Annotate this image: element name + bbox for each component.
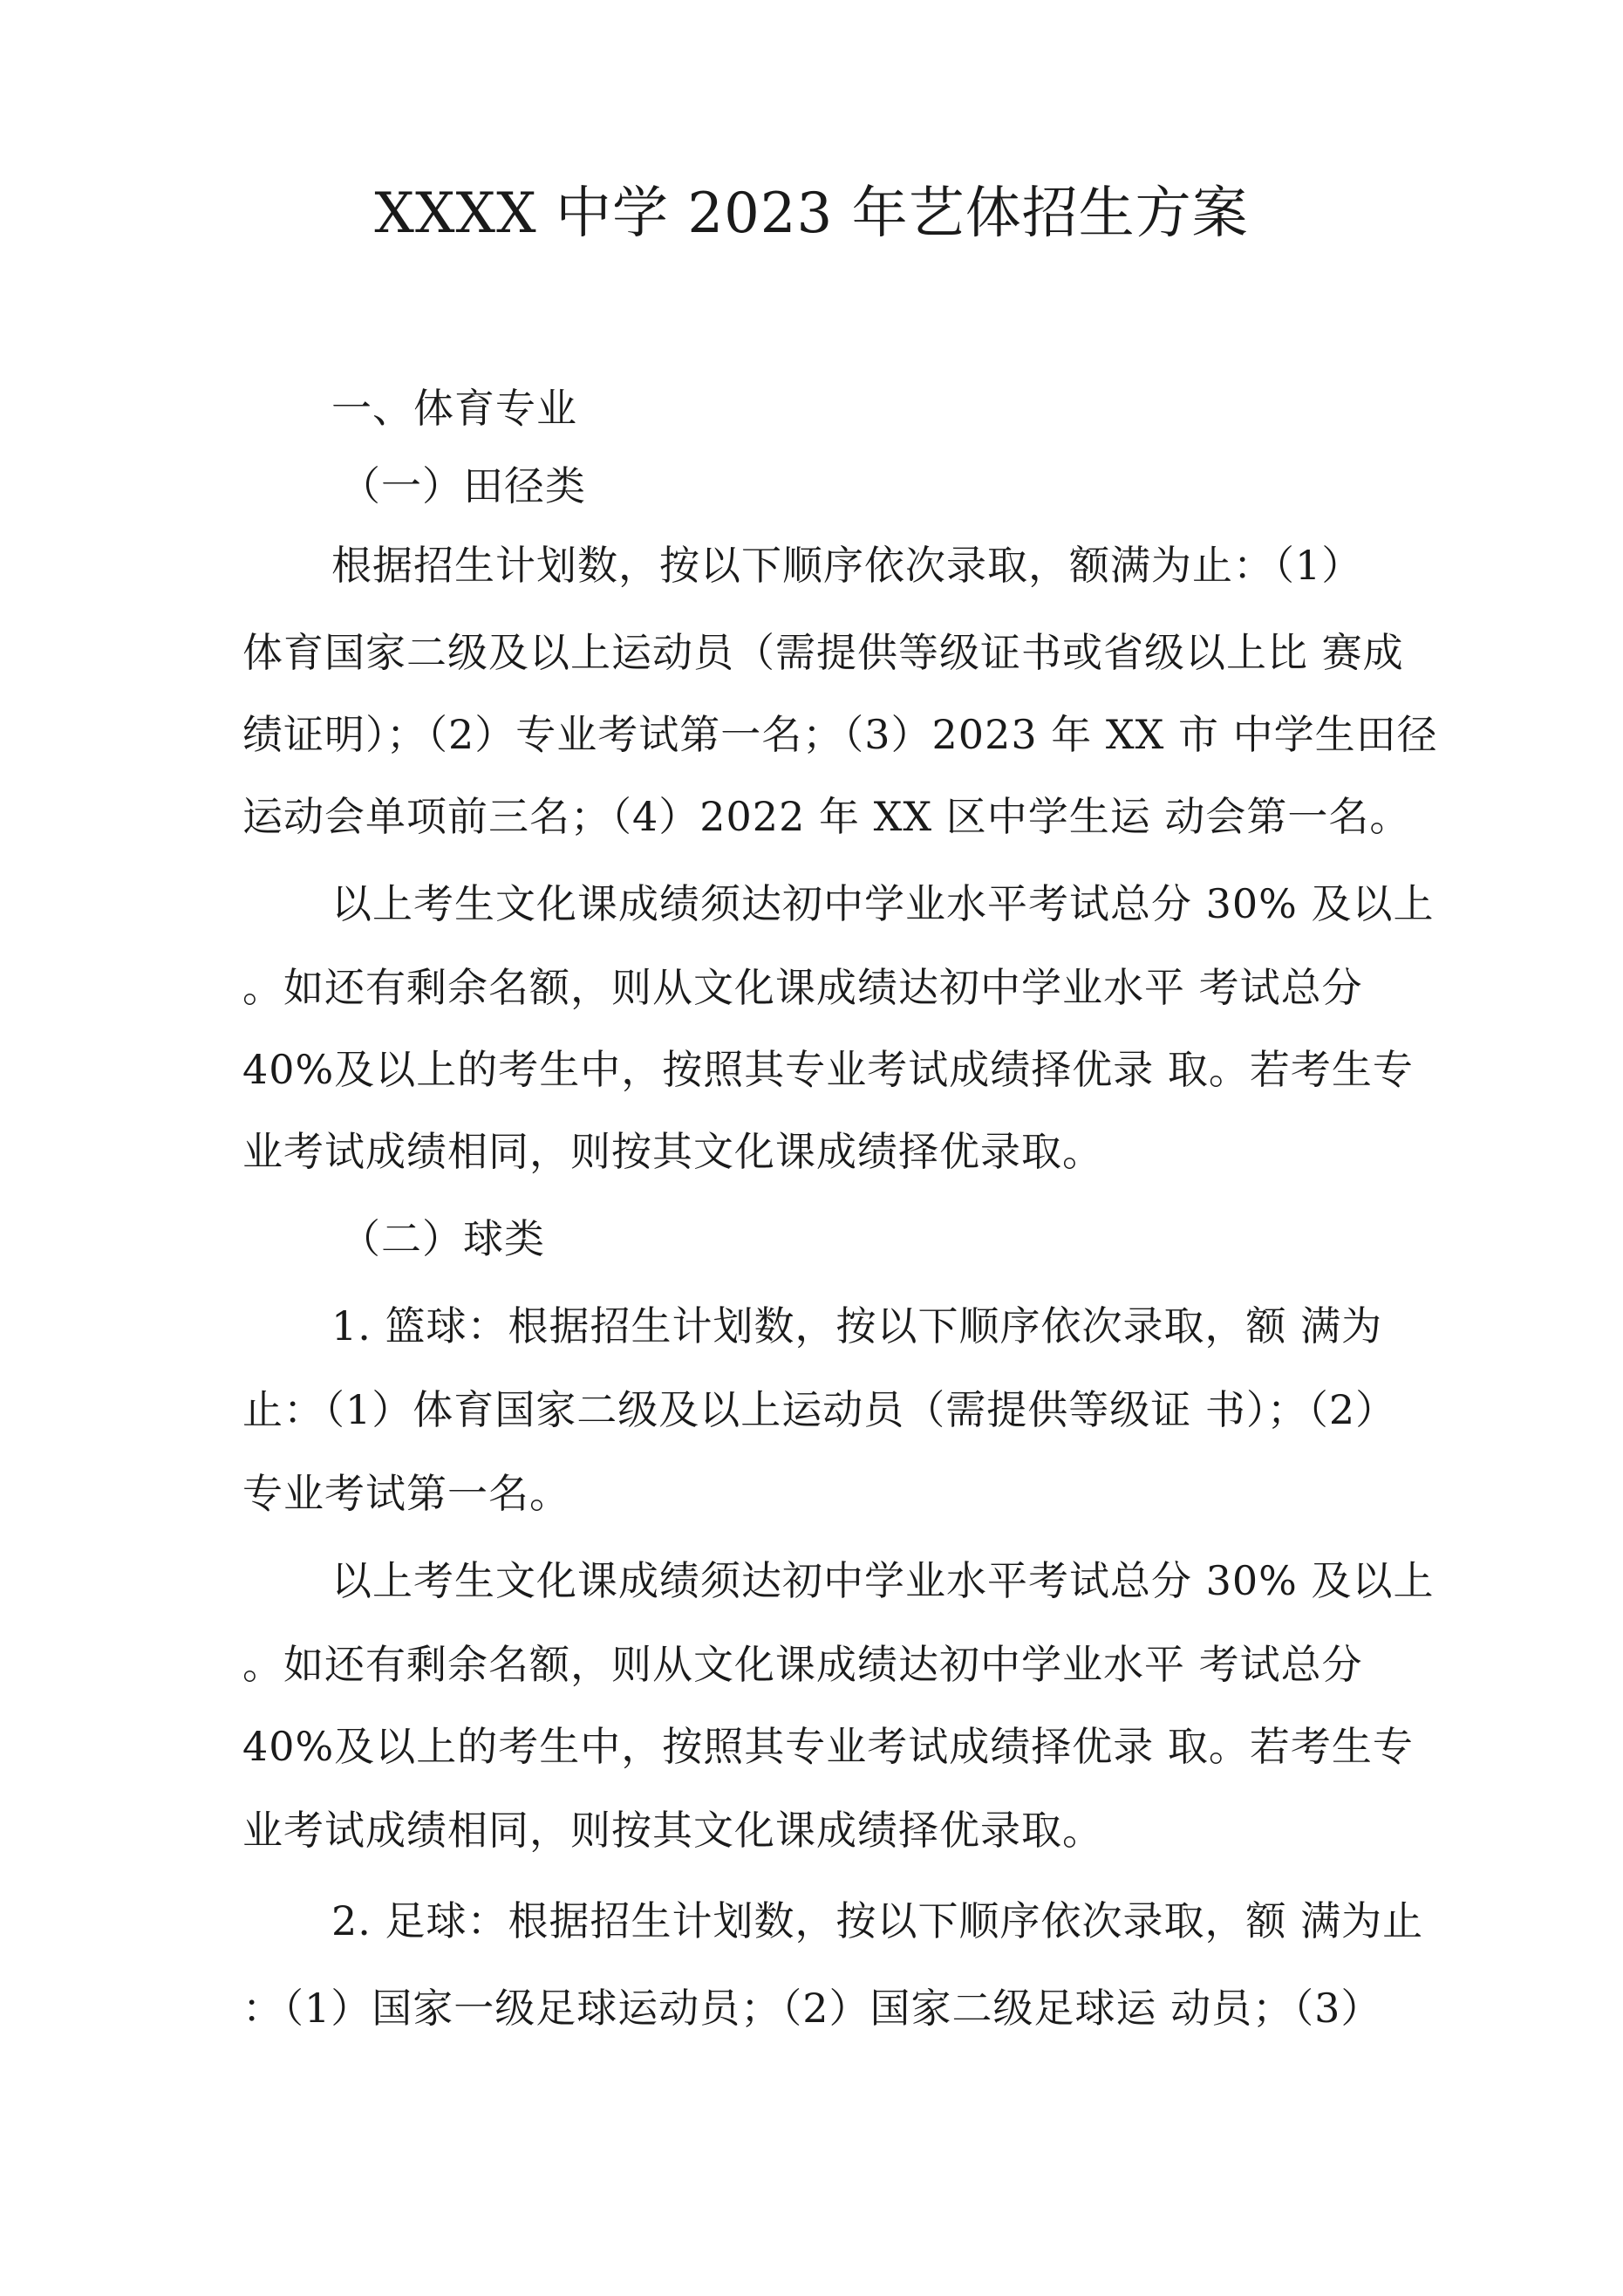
paragraph-line: 业考试成绩相同，则按其文化课成绩择优录取。 [242,1128,1103,1175]
paragraph-line: 以上考生文化课成绩须达初中学业水平考试总分 30% 及以上 [331,1557,1435,1604]
subsection-heading-ball-sports: （二）球类 [340,1215,545,1262]
paragraph-line: 2. 足球：根据招生计划数，按以下顺序依次录取，额 满为止 [331,1897,1424,1944]
document-title: XXXX 中学 2023 年艺体招生方案 [374,181,1249,246]
paragraph-line: ：（1）国家一级足球运动员；（2）国家二级足球运 动员；（3） [242,1985,1382,2032]
paragraph-line: 40%及以上的考生中，按照其专业考试成绩择优录 取。若考生专 [242,1046,1414,1093]
section-heading-sports: 一、体育专业 [331,385,577,432]
paragraph-line: 。如还有剩余名额，则从文化课成绩达初中学业水平 考试总分 [242,1641,1363,1688]
paragraph-line: 40%及以上的考生中，按照其专业考试成绩择优录 取。若考生专 [242,1723,1414,1770]
subsection-heading-track-field: （一）田径类 [340,462,586,509]
paragraph-line: 止：（1）体育国家二级及以上运动员（需提供等级证 书）；（2） [242,1386,1397,1433]
paragraph-line: 1. 篮球：根据招生计划数，按以下顺序依次录取，额 满为 [331,1302,1383,1350]
paragraph-line: 运动会单项前三名；（4）2022 年 XX 区中学生运 动会第一名。 [242,793,1411,840]
paragraph-line: 业考试成绩相同，则按其文化课成绩择优录取。 [242,1807,1103,1854]
paragraph-line: 体育国家二级及以上运动员（需提供等级证书或省级以上比 赛成 [242,629,1404,676]
paragraph-line: 根据招生计划数，按以下顺序依次录取，额满为止：（1） [331,542,1363,589]
paragraph-line: 。如还有剩余名额，则从文化课成绩达初中学业水平 考试总分 [242,964,1363,1011]
paragraph-line: 以上考生文化课成绩须达初中学业水平考试总分 30% 及以上 [331,880,1435,927]
paragraph-line: 专业考试第一名。 [242,1470,570,1517]
paragraph-line: 绩证明）；（2）专业考试第一名；（3）2023 年 XX 市 中学生田径 [242,711,1438,758]
